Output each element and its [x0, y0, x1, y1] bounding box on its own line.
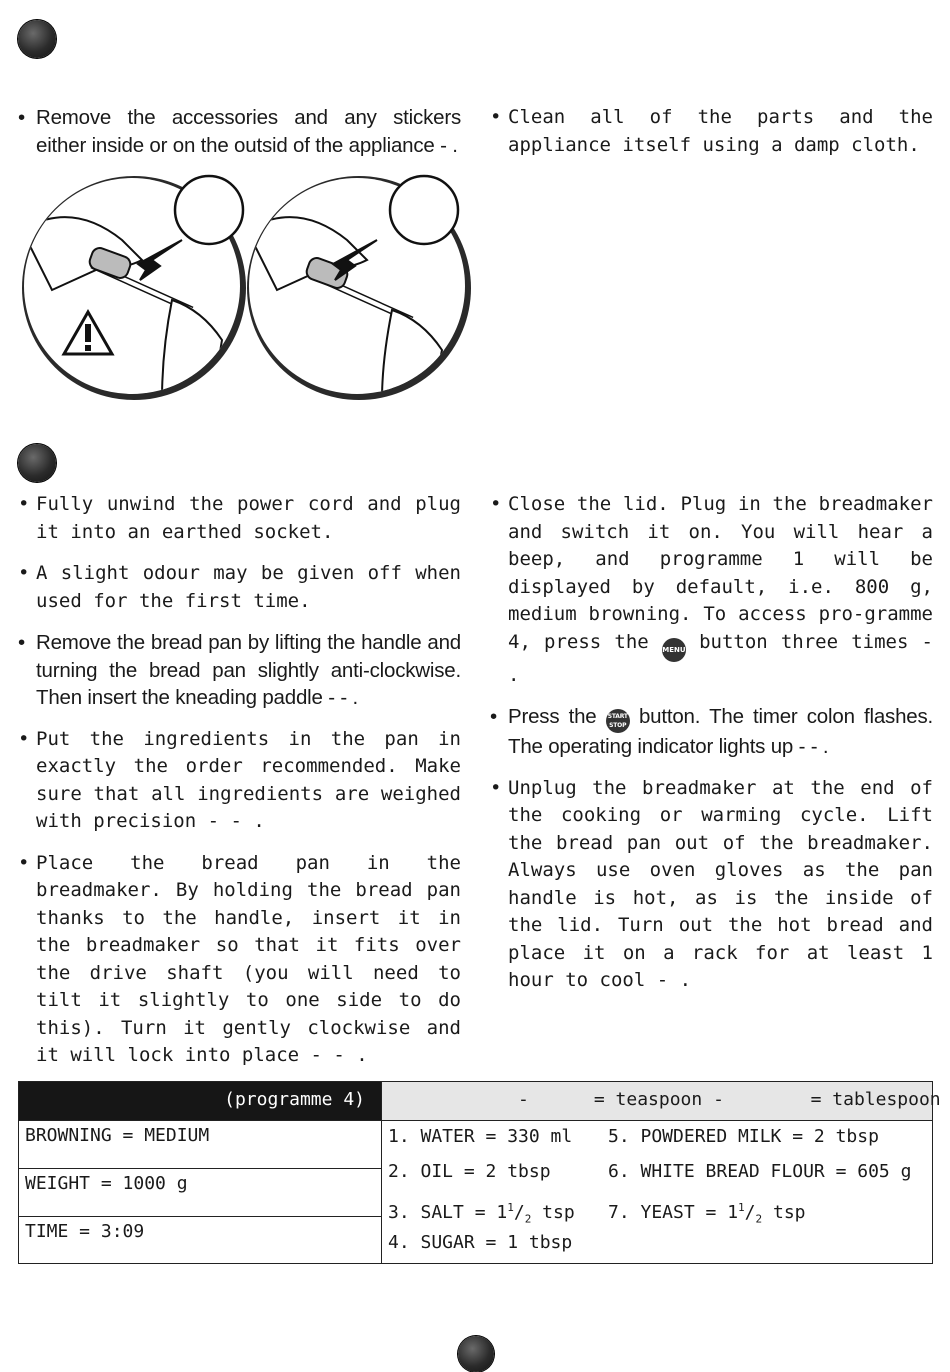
setting-browning: BROWNING = MEDIUM [19, 1120, 381, 1168]
yeast-frac-num: 1 [738, 1201, 745, 1214]
section1-left-column [18, 104, 461, 159]
bullet-odour: • A slight odour may be given off when used for the first time. [18, 560, 461, 615]
setting-time: TIME = 3:09 [19, 1216, 381, 1264]
setting-weight: WEIGHT = 1000 g [19, 1168, 381, 1216]
bullet-clean-parts: • Clean all of the parts and the appliance itself using a damp cloth. [490, 104, 933, 159]
yeast-frac-den: 2 [755, 1212, 763, 1226]
ingredient-flour: 6. WHITE BREAD FLOUR = 605 g [608, 1161, 912, 1182]
ingredient-water: 1. WATER = 330 ml [388, 1126, 573, 1147]
recipe-table [18, 1081, 941, 1264]
section2-right-column [490, 491, 933, 995]
bullet-unplug: • Unplug the breadmaker at the end of the cooking or warming cycle. Lift the bread pan out of the breadmaker. Always use oven gloves as the pan handle is hot, as is the inside of the lid. Turn out the hot bread and place it on a rack for at least 1 hour to cool - . [490, 775, 933, 995]
ingredient-oil: 2. OIL = 2 tbsp [388, 1161, 551, 1182]
ingredient-salt: 3. SALT = $1^1/_2$ tsp [388, 1201, 575, 1226]
bullet-remove-accessories: • Remove the accessories and any stickers either inside or on the outsid of the appliance - . [18, 104, 461, 159]
bullet-remove-pan: • Remove the bread pan by lifting the handle and turning the bread pan slightly anti-clockwise. Then insert the kneading paddle - - . [18, 629, 461, 712]
section-badge-top [18, 20, 56, 58]
table-header-programme: (programme 4) [19, 1082, 381, 1120]
yeast-text: 7. YEAST = 1 [608, 1202, 739, 1223]
ingredients-area [381, 1120, 932, 1263]
press-start-text-end: button. The timer colon flashes. The operating indicator lights up - - . [508, 705, 934, 758]
press-start-text: Press the [508, 705, 597, 728]
start-label: START [607, 713, 628, 720]
bullet-power-cord: • Fully unwind the power cord and plug it into an earthed socket. [18, 491, 461, 546]
bullet-ingredients: • Put the ingredients in the pan in exactly the order recommended. Make sure that all ingredients are weighed with precision - - . [18, 726, 461, 836]
salt-frac-num: 1 [507, 1201, 514, 1214]
salt-unit: tsp [542, 1202, 575, 1223]
salt-frac-den: 2 [524, 1212, 532, 1226]
bullet-place-pan: • Place the bread pan in the breadmaker. By holding the bread pan thanks to the handle, insert it in the breadmaker so that it fits over the drive shaft (you will need to tilt it slightly to one side to do this). Turn it gently clockwise and it will lock into place - - . [18, 850, 461, 1070]
bullet-press-start [490, 703, 933, 761]
ingredient-sugar: 4. SUGAR = 1 tbsp [388, 1232, 573, 1253]
ingredient-milk: 5. POWDERED MILK = 2 tbsp [608, 1126, 879, 1147]
page-number-badge [458, 1336, 494, 1372]
ingredient-yeast: 7. YEAST = $1^1/_2$ tsp [608, 1201, 806, 1226]
section-badge-middle [18, 444, 56, 482]
start-stop-button-icon [606, 709, 630, 733]
yeast-unit: tsp [772, 1202, 806, 1223]
section1-right-column [490, 104, 933, 159]
stop-label: STOP [609, 722, 627, 729]
close-lid-text: Close the lid. Plug in the breadmaker and switch it on. You will hear a beep, and programme 1 will be displayed by default, i.e. 800 g, medium browning. To access pro-gramme 4, press the [508, 493, 933, 653]
close-lid-text-end: button three times - . [508, 630, 933, 686]
table-header-legend: - = teaspoon - = tablespoon [381, 1082, 932, 1120]
section2-left-column [18, 491, 461, 1070]
bullet-close-lid [490, 491, 933, 689]
salt-text: 3. SALT = 1 [388, 1202, 508, 1223]
menu-button-icon: MENU [662, 638, 686, 662]
cleaning-illustration [12, 170, 472, 410]
